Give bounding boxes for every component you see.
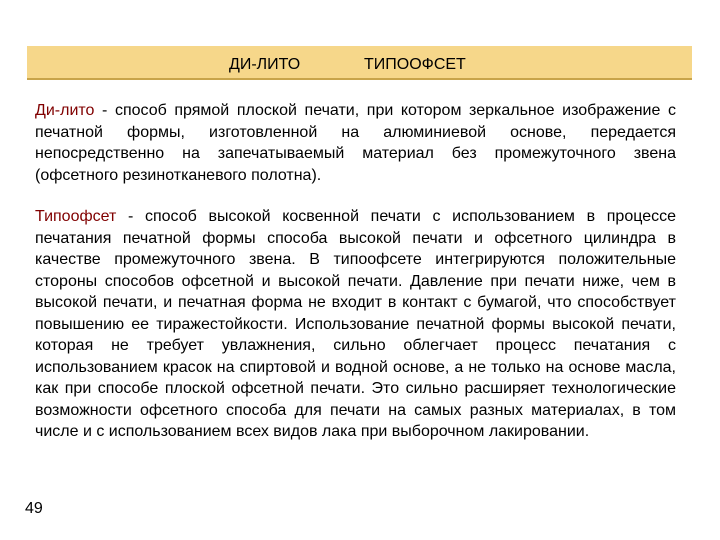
header-title-typooffset: ТИПООФСЕТ [364, 56, 466, 73]
paragraph-typooffset [35, 206, 676, 443]
term-typooffset: Типоофсет [35, 208, 117, 225]
paragraph-di-lito [35, 100, 676, 186]
page-number: 49 [25, 500, 43, 517]
header-band [27, 46, 692, 80]
term-di-lito: Ди-лито [35, 102, 95, 119]
definition-typooffset: - способ высокой косвенной печати с использованием в процессе печатания печатной формы способа высокой печати и офсетного цилиндра в качестве промежуточного звена. В типоофсете интегрируются положительные стороны способов офсетной и высокой печати. Давление при печати ниже, чем в высокой печати, и печатная форма не входит в контакт с бумагой, что способствует повышению ее тиражестойкости. Использование печатной формы высокой печати, которая не требует увлажнения, сильно облегчает процесс печатания с использованием красок на спиртовой и водной основе, а не только на основе масла, как при способе плоской офсетной печати. Это сильно расширяет технологические возможности офсетного способа для печати на самых разных материалах, в том числе и с использованием всех видов лака при выборочном лакировании. [35, 208, 676, 440]
definition-di-lito: - способ прямой плоской печати, при котором зеркальное изображение с печатной формы, изготовленной на алюминиевой основе, передается непосредственно на запечатываемый материал без промежуточного звена (офсетного резинотканевого полотна). [35, 102, 676, 184]
header-title-di-lito: ДИ-ЛИТО [229, 56, 301, 73]
